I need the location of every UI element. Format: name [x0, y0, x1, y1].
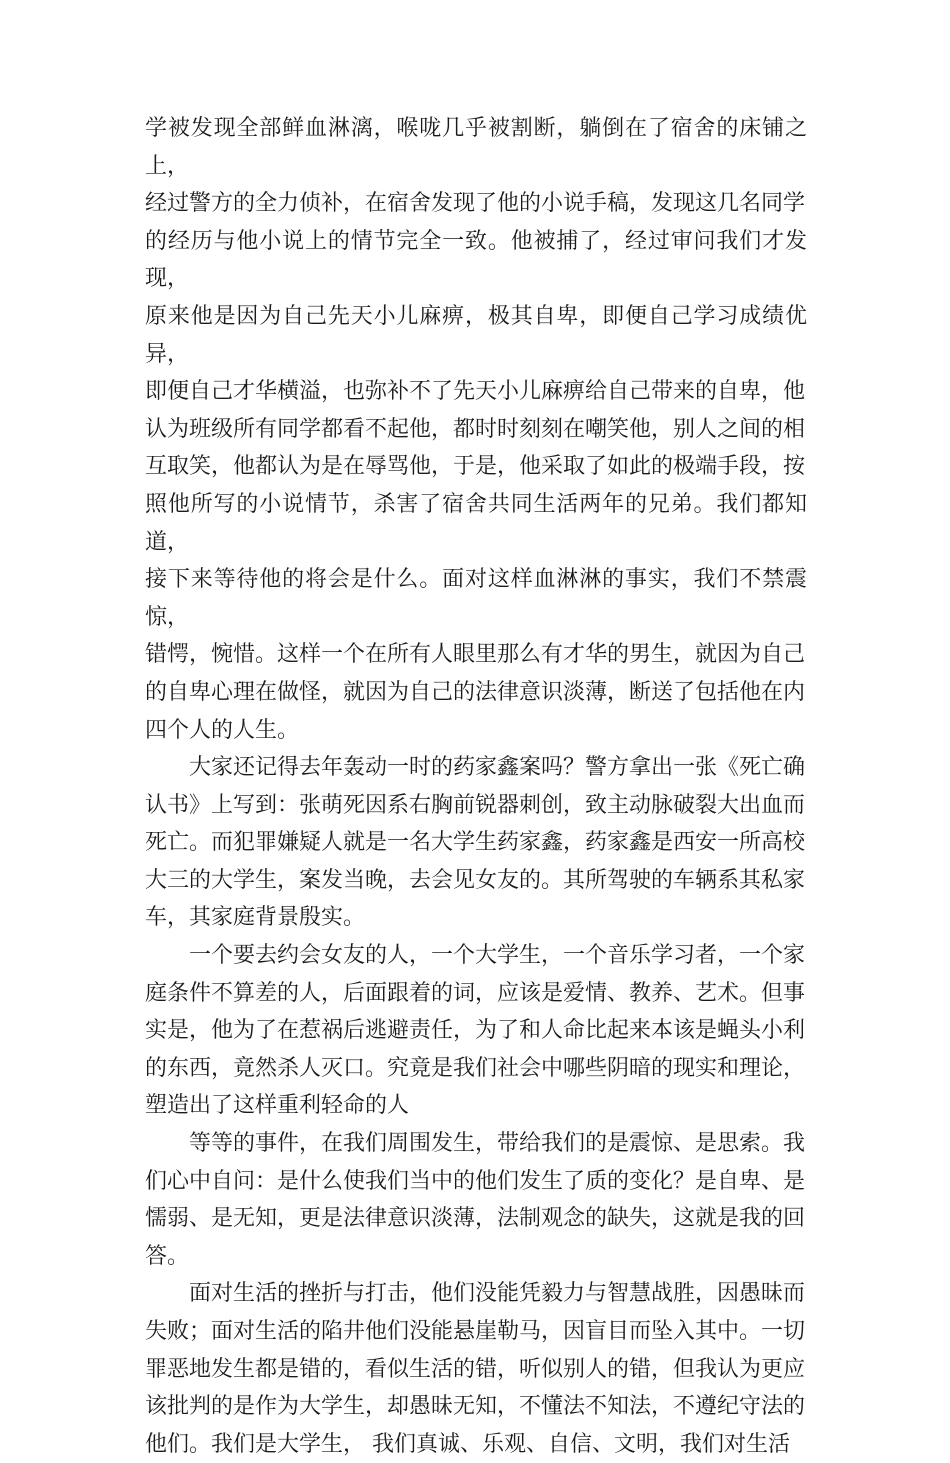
paragraph-reflection: 一个要去约会女友的人，一个大学生，一个音乐学习者，一个家 庭条件不算差的人，后面跟着的词，应该是爱情、教养、艺术。但事 实是，他为了在惹祸后逃避责任，为了和人命比起来本该是蝇头小利 的东西，竟然杀人灭口。究竟是我们社会中哪些阴暗的现实和理论， 塑造出了这样重利轻命的人	[145, 943, 806, 1119]
paragraph-continuation: 学被发现全部鲜血淋漓，喉咙几乎被割断，躺倒在了宿舍的床铺之上， 经过警方的全力侦补，在宿舍发现了他的小说手稿，发现这几名同学 的经历与他小说上的情节完全一致。他被捕了，经过审问我们才发现， 原来他是因为自己先天小儿麻痹，极其自卑，即便自己学习成绩优异， 即便自己才华横溢，也弥补不了先天小儿麻痹给自己带来的自卑，他 认为班级所有同学都看不起他，都时时刻刻在嘲笑他，别人之间的相 互取笑，他都认为是在辱骂他，于是，他采取了如此的极端手段，按 照他所写的小说情节，杀害了宿舍共同生活两年的兄弟。我们都知道， 接下来等待他的将会是什么。面对这样血淋淋的事实，我们不禁震惊， 错愕，惋惜。这样一个在所有人眼里那么有才华的男生，就因为自己 的自卑心理在做怪，就因为自己的法律意识淡薄，断送了包括他在内 四个人的人生。	[145, 116, 807, 743]
paragraph-self-question: 等等的事件，在我们周围发生，带给我们的是震惊、是思索。我 们心中自问：是什么使我们当中的他们发生了质的变化？是自卑、是 懦弱、是无知，更是法律意识淡薄，法制观念的缺失，这就是我的回 答。	[145, 1131, 806, 1269]
paragraph-conclusion: 面对生活的挫折与打击，他们没能凭毅力与智慧战胜，因愚昧而 失败；面对生活的陷井他们没能悬崖勒马，因盲目而坠入其中。一切 罪恶地发生都是错的，看似生活的错，听似别人的错，但我认为更应 该批判的是作为大学生，却愚昧无知，不懂法不知法，不遵纪守法的 他们。我们是大学生， 我们真诚、乐观、自信、文明，我们对生活	[145, 1281, 806, 1457]
document-body	[145, 110, 807, 1463]
paragraph-yao-jiaxin-case: 大家还记得去年轰动一时的药家鑫案吗？警方拿出一张《死亡确 认书》上写到：张萌死因系右胸前锐器刺创，致主动脉破裂大出血而 死亡。而犯罪嫌疑人就是一名大学生药家鑫，药家鑫是西安一所高校 大三的大学生，案发当晚，去会见女友的。其所驾驶的车辆系其私家 车，其家庭背景殷实。	[145, 755, 806, 931]
